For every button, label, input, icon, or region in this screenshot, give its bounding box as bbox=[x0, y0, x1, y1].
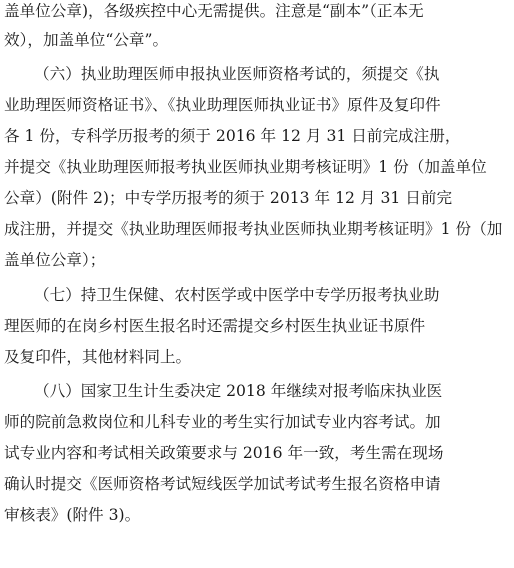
paragraph-8-line-2: 师的院前急救岗位和儿科专业的考生实行加试专业内容考试。加 bbox=[4, 413, 441, 431]
paragraph-7-line-1: （七）持卫生保健、农村医学或中医学中专学历报考执业助 bbox=[34, 286, 440, 304]
paragraph-7-line-2: 理医师的在岗乡村医生报名时还需提交乡村医生执业证书原件 bbox=[4, 317, 426, 335]
paragraph-8-line-1: （八）国家卫生计生委决定 2018 年继续对报考临床执业医 bbox=[34, 382, 443, 400]
paragraph-8-line-3: 试专业内容和考试相关政策要求与 2016 年一致，考生需在现场 bbox=[4, 444, 444, 462]
text-line-2: 效），加盖单位“公章”。 bbox=[4, 31, 169, 49]
paragraph-7-line-3: 及复印件，其他材料同上。 bbox=[4, 348, 192, 366]
paragraph-8-line-5: 审核表》(附件 3)。 bbox=[4, 506, 141, 524]
text-line-1: 盖单位公章)，各级疾控中心无需提供。注意是“副本”（正本无 bbox=[4, 2, 424, 20]
paragraph-6-line-6: 成注册，并提交《执业助理医师报考执业医师执业期考核证明》1 份（加 bbox=[4, 220, 503, 238]
paragraph-6-line-5: 公章）(附件 2)；中专学历报考的须于 2013 年 12 月 31 日前完 bbox=[4, 189, 453, 207]
paragraph-6-line-7: 盖单位公章）； bbox=[4, 251, 106, 269]
paragraph-6-line-4: 并提交《执业助理医师报考执业医师执业期考核证明》1 份（加盖单位 bbox=[4, 158, 487, 176]
paragraph-8-line-4: 确认时提交《医师资格考试短线医学加试考试考生报名资格申请 bbox=[4, 475, 441, 493]
paragraph-6-line-3: 各 1 份，专科学历报考的须于 2016 年 12 月 31 日前完成注册， bbox=[4, 127, 461, 145]
paragraph-6-line-2: 业助理医师资格证书》、《执业助理医师执业证书》原件及复印件 bbox=[4, 96, 441, 114]
paragraph-6-line-1: （六）执业助理医师申报执业医师资格考试的，须提交《执 bbox=[34, 65, 440, 83]
